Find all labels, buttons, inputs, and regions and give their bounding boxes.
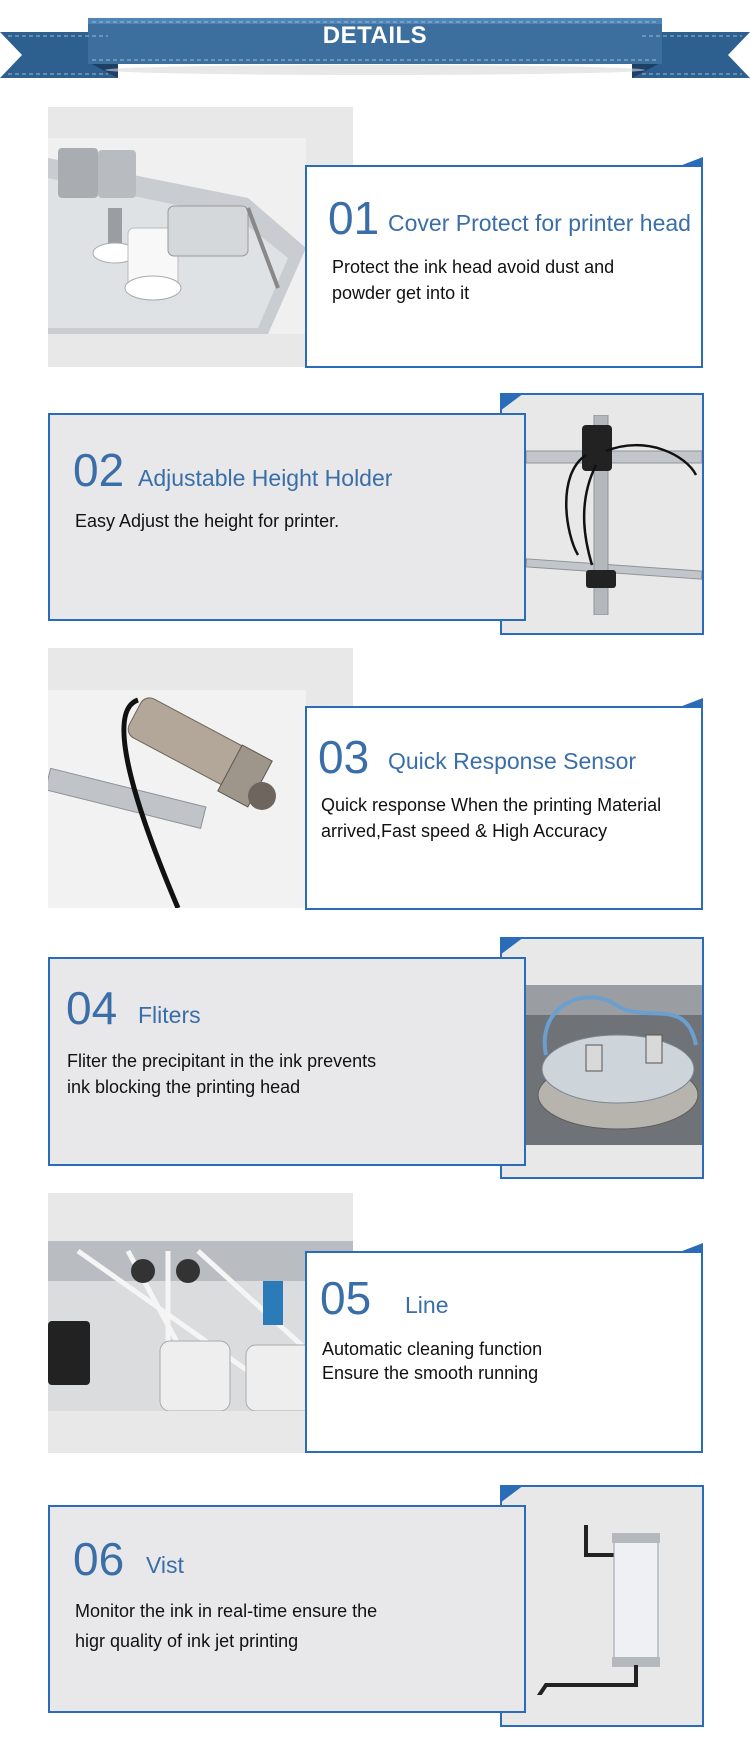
feature-description: Monitor the ink in real-time ensure the higr quality of ink jet printing [75, 1601, 378, 1651]
card-corner [677, 1243, 703, 1253]
feature-title: Cover Protect for printer head [388, 210, 691, 236]
feature-number: 03 [318, 731, 370, 783]
feature-title: Quick Response Sensor [388, 748, 637, 774]
feature-description: Fliter the precipitant in the ink prevents ink blocking the printing head [67, 1051, 377, 1097]
height-holder-photo [526, 415, 702, 615]
feature-number: 05 [320, 1272, 372, 1324]
card-corner [500, 393, 524, 411]
feature-number: 04 [66, 982, 118, 1034]
banner-title: DETAILS [322, 22, 428, 49]
card-corner [500, 937, 524, 955]
feature-title: Adjustable Height Holder [138, 465, 393, 491]
feature-title: Fliters [138, 1002, 201, 1028]
feature-description: Quick response When the printing Material arrived,Fast speed & High Accuracy [321, 795, 662, 841]
feature-number: 02 [73, 444, 125, 496]
ink-vist-photo [526, 1515, 702, 1695]
sensor-photo [48, 690, 306, 908]
filter-photo [526, 985, 702, 1145]
feature-description: Protect the ink head avoid dust and powder get into it [332, 257, 615, 303]
feature-number: 01 [328, 192, 380, 244]
card-corner [677, 157, 703, 167]
card-corner [500, 1485, 524, 1503]
feature-description: Automatic cleaning function Ensure the smooth running [322, 1339, 543, 1383]
feature-title: Vist [146, 1552, 184, 1578]
card-corner [677, 698, 703, 708]
printer-head-cover-photo [48, 138, 306, 334]
feature-number: 06 [73, 1533, 125, 1585]
details-banner [0, 0, 750, 85]
feature-description: Easy Adjust the height for printer. [75, 511, 340, 531]
feature-title: Line [405, 1292, 449, 1318]
